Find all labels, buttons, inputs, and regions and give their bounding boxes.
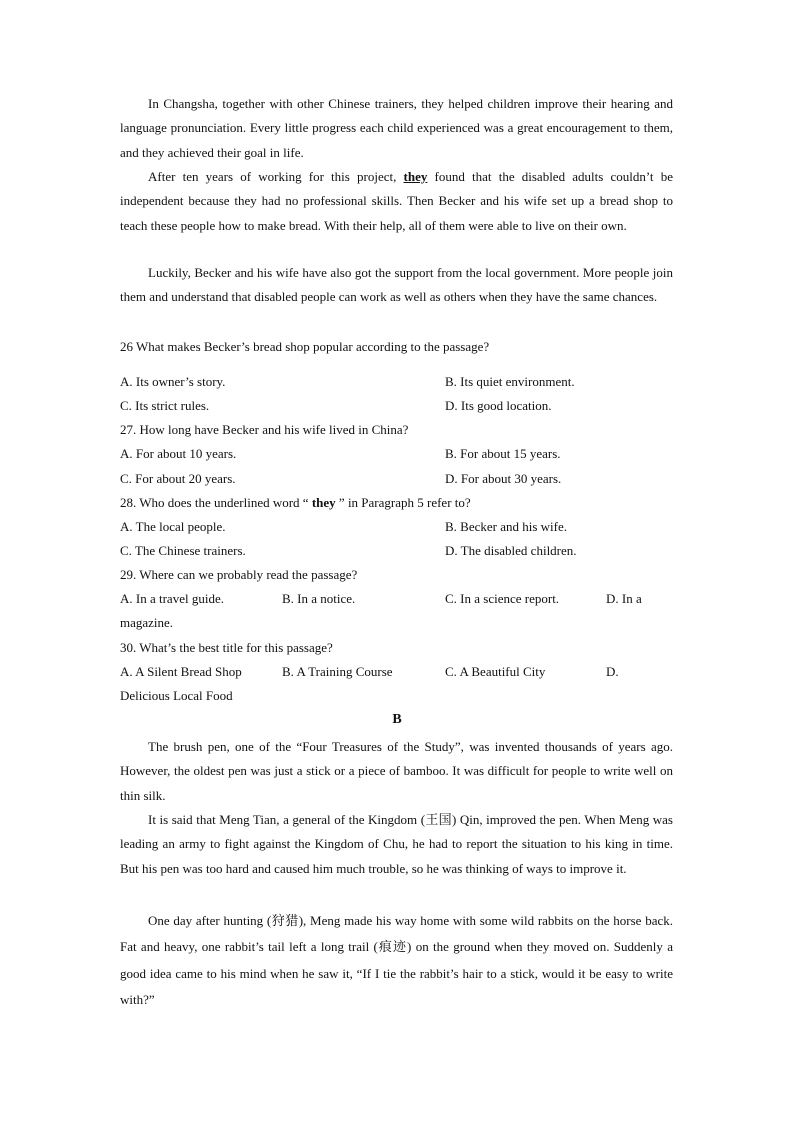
question-27-option-b: B. For about 15 years. [445, 446, 561, 461]
question-29-option-d-continued: magazine. [120, 615, 174, 630]
passage-a-paragraph-4 [120, 165, 673, 238]
question-28-keyword: they [311, 495, 336, 510]
question-28-option-b: B. Becker and his wife. [445, 519, 568, 534]
question-29-option-c: C. In a science report. [445, 591, 560, 606]
underlined-word-they: they [403, 169, 428, 184]
question-28-option-c: C. The Chinese trainers. [120, 543, 246, 558]
paragraph-4-text-after: found that the disabled adults couldn’t be independent because they had no professional skills. Then Becker and his wife set up a bread shop to teach these people how to make bread. With their help, all of them were able to live on their own. [120, 169, 673, 233]
question-30-option-c: C. A Beautiful City [445, 664, 546, 679]
question-29-option-a: A. In a travel guide. [120, 591, 224, 606]
passage-b-paragraph-2: It is said that Meng Tian, a general of the Kingdom (王国) Qin, improved the pen. When Meng was leading an army to fight against the Kingdom of Chu, he had to report the situation to his king in time. But his pen was too hard and caused him much trouble, so he was thinking of ways to improve it. [120, 812, 673, 876]
question-28-option-a: A. The local people. [120, 519, 226, 534]
passage-b-paragraph-1: The brush pen, one of the “Four Treasures of the Study”, was invented thousands of years ago. However, the oldest pen was just a stick or a piece of bamboo. It was difficult for people to write well on thin silk. [120, 739, 673, 803]
question-28-stem-after: ” in Paragraph 5 refer to? [335, 495, 471, 510]
question-27-option-c: C. For about 20 years. [120, 471, 236, 486]
question-29-option-b: B. In a notice. [282, 591, 356, 606]
question-27-option-d: D. For about 30 years. [445, 471, 562, 486]
question-27-stem: 27. How long have Becker and his wife lived in China? [120, 422, 409, 437]
question-26-stem: 26 What makes Becker’s bread shop popular according to the passage? [120, 339, 490, 354]
question-30-option-d-continued: Delicious Local Food [120, 688, 233, 703]
question-26-option-b: B. Its quiet environment. [445, 374, 575, 389]
question-28-stem [120, 495, 471, 511]
paragraph-4-text-before: After ten years of working for this project, [148, 169, 404, 184]
question-30-option-b: B. A Training Course [282, 664, 393, 679]
question-30-option-d: D. [606, 664, 619, 679]
question-26-option-c: C. Its strict rules. [120, 398, 210, 413]
passage-a-paragraph-5: Luckily, Becker and his wife have also got the support from the local government. More people join them and understand that disabled people can work as well as others when they have the same chances. [120, 265, 673, 305]
question-27-option-a: A. For about 10 years. [120, 446, 237, 461]
passage-a-paragraph-3: In Changsha, together with other Chinese trainers, they helped children improve their hearing and language pronunciation. Every little progress each child experienced was a great encouragement to them, and they achieved their goal in life. [120, 96, 673, 160]
question-29-stem: 29. Where can we probably read the passage? [120, 567, 358, 582]
question-28-stem-before: 28. Who does the underlined word “ [120, 495, 312, 510]
question-30-stem: 30. What’s the best title for this passage? [120, 640, 333, 655]
question-26-option-a: A. Its owner’s story. [120, 374, 226, 389]
question-28-option-d: D. The disabled children. [445, 543, 577, 558]
question-30-option-a: A. A Silent Bread Shop [120, 664, 242, 679]
passage-b-paragraph-3: One day after hunting (狩猎), Meng made his way home with some wild rabbits on the horse back. Fat and heavy, one rabbit’s tail left a long trail (痕迹) on the ground when they moved on. Suddenly a good idea came to his mind when he saw it, “If I tie the rabbit’s hair to a stick, would it be easy to write with?” [120, 913, 673, 1007]
question-26-option-d: D. Its good location. [445, 398, 552, 413]
question-29-option-d: D. In a [606, 591, 642, 606]
section-b-title: B [392, 712, 402, 727]
